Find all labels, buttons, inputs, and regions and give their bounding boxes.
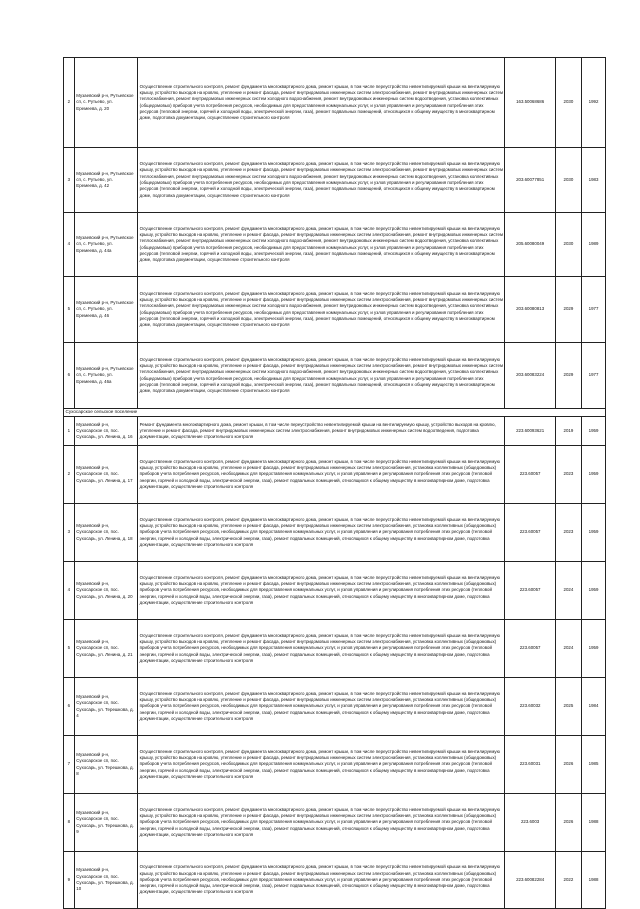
table-row [64,417,606,446]
planned-year-cell: 2023 [555,446,581,504]
planned-year-cell: 2030 [555,58,581,148]
planned-year-cell: 2024 [555,620,581,678]
built-year-cell: 1959 [582,620,606,678]
works-cell: Осуществление строительного контроля, ремонт фундамента многоквартирного дома, ремонт крыши, в том числе переустройство невентилируемой крыши на вентилируемую крышу, устройство выходов на кровлю, утепление и ремонт фасада, ремонт внутридомовых инженерных систем электроснабжения, ремонт внутридомовых инженерных систем теплоснабжения, ремонт внутридомовых инженерных систем холодного водоснабжения, ремонт внутридомовых инженерных систем водоотведения, установка коллективных (общедомовых) приборов учета потребления ресурсов, необходимых для предоставления коммунальных услуг, и узлов управления и регулирования потребления этих ресурсов (тепловой энергии, горячей и холодной воды, электрической энергии, газа), ремонт подвальных помещений, относящихся к общему имуществу в многоквартирном доме, подготовка документации, осуществление строительного контроля [138,213,505,277]
cost-cell: 205.60080049 [505,213,555,277]
built-year-cell: 1989 [582,213,606,277]
address-cell: Музаевский р-н, Сухосарское сп, пос. Сухосарь, ул. Ленина, д. 18 [74,504,137,562]
cost-cell: 203.60083224 [505,343,555,409]
built-year-cell: 1959 [582,417,606,446]
cost-cell: 223.60031 [505,736,555,794]
table-row [64,678,606,736]
document-page [63,57,606,909]
row-number: 5 [64,277,75,343]
works-cell: Осуществление строительного контроля, ремонт фундамента многоквартирного дома, ремонт крыши, в том числе переустройство невентилируемой крыши на вентилируемую крышу, устройство выходов на кровлю, утепление и ремонт фасада, ремонт внутридомовых инженерных систем электроснабжения, ремонт внутридомовых инженерных систем теплоснабжения, ремонт внутридомовых инженерных систем холодного водоснабжения, ремонт внутридомовых инженерных систем водоотведения, установка коллективных (общедомовых) приборов учета потребления ресурсов, необходимых для предоставления коммунальных услуг, и узлов управления и регулирования потребления этих ресурсов (тепловой энергии, горячей и холодной воды, электрической энергии, газа), ремонт подвальных помещений, относящихся к общему имуществу в многоквартирном доме, подготовка документации, осуществление строительного контроля [138,148,505,213]
cost-cell: 223.60032 [505,678,555,736]
row-number: 6 [64,343,75,409]
row-number: 3 [64,504,75,562]
address-cell: Музаевский р-н, Сухосарское сп, пос. Сухосарь, ул. Терешкова, д. 10 [74,852,137,909]
cost-cell: 223.60057 [505,504,555,562]
works-cell: Осуществление строительного контроля, ремонт фундамента многоквартирного дома, ремонт крыши, в том числе переустройство невентилируемой крыши на вентилируемую крышу, устройство выходов на кровлю, утепление и ремонт фасада, ремонт внутридомовых инженерных систем электроснабжения, установка коллективных (общедомовых) приборов учета потребления ресурсов, необходимых для предоставления коммунальных услуг, и узлов управления и регулирования потребления этих ресурсов (тепловой энергии, горячей и холодной воды, электрической энергии, газа), ремонт подвальных помещений, относящихся к общему имуществу в многоквартирном доме, подготовка документации, осуществление строительного контроля [138,504,505,562]
built-year-cell: 1992 [582,58,606,148]
built-year-cell: 1985 [582,736,606,794]
address-cell: Музаевский р-н, Сухосарское сп, пос. Сухосарь, ул. Терешкова, д. 4 [74,678,137,736]
table-row [64,277,606,343]
address-cell: Музаевский р-н, Рутьевское сп, с. Рутьево, ул. Еремеева, д. 20 [74,58,137,148]
table-row [64,148,606,213]
address-cell: Музаевский р-н, Сухосарское сп, пос. Сухосарь, ул. Ленина, д. 21 [74,620,137,678]
works-cell: Осуществление строительного контроля, ремонт фундамента многоквартирного дома, ремонт крыши, в том числе переустройство невентилируемой крыши на вентилируемую крышу, устройство выходов на кровлю, утепление и ремонт фасада, ремонт внутридомовых инженерных систем электроснабжения, установка коллективных (общедомовых) приборов учета потребления ресурсов, необходимых для предоставления коммунальных услуг, и узлов управления и регулирования потребления этих ресурсов (тепловой энергии, горячей и холодной воды, электрической энергии, газа), ремонт подвальных помещений, относящихся к общему имуществу в многоквартирном доме, подготовка документации, осуществление строительного контроля [138,736,505,794]
address-cell: Музаевский р-н, Сухосарское сп, пос. Сухосарь, ул. Терешкова, д. 8 [74,736,137,794]
works-cell: Осуществление строительного контроля, ремонт фундамента многоквартирного дома, ремонт крыши, в том числе переустройство невентилируемой крыши на вентилируемую крышу, устройство выходов на кровлю, утепление и ремонт фасада, ремонт внутридомовых инженерных систем электроснабжения, установка коллективных (общедомовых) приборов учета потребления ресурсов, необходимых для предоставления коммунальных услуг, и узлов управления и регулирования потребления этих ресурсов (тепловой энергии, горячей и холодной воды, электрической энергии, газа), ремонт подвальных помещений, относящихся к общему имуществу в многоквартирном доме, подготовка документации, осуществление строительного контроля [138,678,505,736]
planned-year-cell: 2025 [555,678,581,736]
works-cell: Осуществление строительного контроля, ремонт фундамента многоквартирного дома, ремонт крыши, в том числе переустройство невентилируемой крыши на вентилируемую крышу, устройство выходов на кровлю, утепление и ремонт фасада, ремонт внутридомовых инженерных систем электроснабжения, установка коллективных (общедомовых) приборов учета потребления ресурсов, необходимых для предоставления коммунальных услуг, и узлов управления и регулирования потребления этих ресурсов (тепловой энергии, горячей и холодной воды, электрической энергии, газа), ремонт подвальных помещений, относящихся к общему имуществу в многоквартирном доме, подготовка документации, осуществление строительного контроля [138,562,505,620]
planned-year-cell: 2026 [555,794,581,852]
table-row [64,213,606,277]
built-year-cell: 1988 [582,852,606,909]
planned-year-cell: 2023 [555,504,581,562]
built-year-cell: 1988 [582,794,606,852]
row-number: 2 [64,446,75,504]
works-cell: Осуществление строительного контроля, ремонт фундамента многоквартирного дома, ремонт крыши, в том числе переустройство невентилируемой крыши на вентилируемую крышу, устройство выходов на кровлю, утепление и ремонт фасада, ремонт внутридомовых инженерных систем электроснабжения, установка коллективных (общедомовых) приборов учета потребления ресурсов, необходимых для предоставления коммунальных услуг, и узлов управления и регулирования потребления этих ресурсов (тепловой энергии, горячей и холодной воды, электрической энергии, газа), ремонт подвальных помещений, относящихся к общему имуществу в многоквартирном доме, подготовка документации, осуществление строительного контроля [138,794,505,852]
row-number: 5 [64,620,75,678]
built-year-cell: 1977 [582,277,606,343]
planned-year-cell: 2022 [555,852,581,909]
built-year-cell: 1959 [582,446,606,504]
works-cell: Осуществление строительного контроля, ремонт фундамента многоквартирного дома, ремонт крыши, в том числе переустройство невентилируемой крыши на вентилируемую крышу, устройство выходов на кровлю, утепление и ремонт фасада, ремонт внутридомовых инженерных систем электроснабжения, установка коллективных (общедомовых) приборов учета потребления ресурсов, необходимых для предоставления коммунальных услуг, и узлов управления и регулирования потребления этих ресурсов (тепловой энергии, горячей и холодной воды, электрической энергии, газа), ремонт подвальных помещений, относящихся к общему имуществу в многоквартирном доме, подготовка документации, осуществление строительного контроля [138,446,505,504]
cost-cell: 203.60077851 [505,148,555,213]
planned-year-cell: 2024 [555,562,581,620]
planned-year-cell: 2029 [555,277,581,343]
row-number: 9 [64,852,75,909]
cost-cell: 223.60057 [505,562,555,620]
address-cell: Музаевский р-н, Сухосарское сп, пос. Сухосарь, ул. Ленина, д. 20 [74,562,137,620]
row-number: 3 [64,148,75,213]
address-cell: Музаевский р-н, Рутьевское сп, с. Рутьево, ул. Еремеева, д. 42 [74,148,137,213]
planned-year-cell: 2019 [555,417,581,446]
table-row [64,58,606,148]
works-cell: Осуществление строительного контроля, ремонт фундамента многоквартирного дома, ремонт крыши, в том числе переустройство невентилируемой крыши на вентилируемую крышу, устройство выходов на кровлю, утепление и ремонт фасада, ремонт внутридомовых инженерных систем электроснабжения, ремонт внутридомовых инженерных систем теплоснабжения, ремонт внутридомовых инженерных систем холодного водоснабжения, ремонт внутридомовых инженерных систем водоотведения, установка коллективных (общедомовых) приборов учета потребления ресурсов, необходимых для предоставления коммунальных услуг, и узлов управления и регулирования потребления этих ресурсов (тепловой энергии, горячей и холодной воды, электрической энергии, газа), ремонт подвальных помещений, относящихся к общему имуществу в многоквартирном доме, подготовка документации, осуществление строительного контроля [138,58,505,148]
table-row [64,620,606,678]
row-number: 6 [64,678,75,736]
section-row [64,409,606,417]
cost-cell: 223.60057 [505,620,555,678]
built-year-cell: 1977 [582,343,606,409]
address-cell: Музаевский р-н, Рутьевское сп, с. Рутьево, ул. Еремеева, д. 44а [74,213,137,277]
cost-cell: 223.60082284 [505,852,555,909]
table-row [64,794,606,852]
table-row [64,736,606,794]
address-cell: Музаевский р-н, Сухосарское сп, пос. Сухосарь, ул. Терешкова, д. 9 [74,794,137,852]
row-number: 8 [64,794,75,852]
table-row [64,504,606,562]
table-row [64,446,606,504]
planned-year-cell: 2030 [555,148,581,213]
row-number: 1 [64,417,75,446]
row-number: 2 [64,58,75,148]
works-cell: Осуществление строительного контроля, ремонт фундамента многоквартирного дома, ремонт крыши, в том числе переустройство невентилируемой крыши на вентилируемую крышу, устройство выходов на кровлю, утепление и ремонт фасада, ремонт внутридомовых инженерных систем электроснабжения, установка коллективных (общедомовых) приборов учета потребления ресурсов, необходимых для предоставления коммунальных услуг, и узлов управления и регулирования потребления этих ресурсов (тепловой энергии, горячей и холодной воды, электрической энергии, газа), ремонт подвальных помещений, относящихся к общему имуществу в многоквартирном доме, подготовка документации, осуществление строительного контроля [138,852,505,909]
built-year-cell: 1984 [582,678,606,736]
row-number: 4 [64,562,75,620]
built-year-cell: 1959 [582,562,606,620]
works-cell: Ремонт фундамента многоквартирного дома, ремонт крыши, в том числе переустройство невентилируемой крыши на вентилируемую крышу, устройство выходов на кровлю, утепление и ремонт фасада, ремонт внутридомовых инженерных систем электроснабжения, ремонт внутридомовых инженерных систем водоотведения, подготовка документации, осуществление строительного контроля [138,417,505,446]
table-row [64,343,606,409]
cost-cell: 223.6003 [505,794,555,852]
table-row [64,562,606,620]
address-cell: Музаевский р-н, Сухосарское сп, пос. Сухосарь, ул. Ленина, д. 17 [74,446,137,504]
row-number: 7 [64,736,75,794]
address-cell: Музаевский р-н, Сухосарское сп, пос. Сухосарь, ул. Ленина, д. 16 [74,417,137,446]
planned-year-cell: 2030 [555,213,581,277]
works-cell: Осуществление строительного контроля, ремонт фундамента многоквартирного дома, ремонт крыши, в том числе переустройство невентилируемой крыши на вентилируемую крышу, устройство выходов на кровлю, утепление и ремонт фасада, ремонт внутридомовых инженерных систем электроснабжения, ремонт внутридомовых инженерных систем теплоснабжения, ремонт внутридомовых инженерных систем холодного водоснабжения, ремонт внутридомовых инженерных систем водоотведения, установка коллективных (общедомовых) приборов учета потребления ресурсов, необходимых для предоставления коммунальных услуг, и узлов управления и регулирования потребления этих ресурсов (тепловой энергии, горячей и холодной воды, электрической энергии, газа), ремонт подвальных помещений, относящихся к общему имуществу в многоквартирном доме, подготовка документации, осуществление строительного контроля [138,343,505,409]
works-cell: Осуществление строительного контроля, ремонт фундамента многоквартирного дома, ремонт крыши, в том числе переустройство невентилируемой крыши на вентилируемую крышу, устройство выходов на кровлю, утепление и ремонт фасада, ремонт внутридомовых инженерных систем электроснабжения, установка коллективных (общедомовых) приборов учета потребления ресурсов, необходимых для предоставления коммунальных услуг, и узлов управления и регулирования потребления этих ресурсов (тепловой энергии, горячей и холодной воды, электрической энергии, газа), ремонт подвальных помещений, относящихся к общему имуществу в многоквартирном доме, подготовка документации, осуществление строительного контроля [138,620,505,678]
built-year-cell: 1983 [582,148,606,213]
cost-cell: 163.50068686 [505,58,555,148]
built-year-cell: 1959 [582,504,606,562]
works-cell: Осуществление строительного контроля, ремонт фундамента многоквартирного дома, ремонт крыши, в том числе переустройство невентилируемой крыши на вентилируемую крышу, устройство выходов на кровлю, утепление и ремонт фасада, ремонт внутридомовых инженерных систем электроснабжения, ремонт внутридомовых инженерных систем теплоснабжения, ремонт внутридомовых инженерных систем холодного водоснабжения, ремонт внутридомовых инженерных систем водоотведения, установка коллективных (общедомовых) приборов учета потребления ресурсов, необходимых для предоставления коммунальных услуг, и узлов управления и регулирования потребления этих ресурсов (тепловой энергии, горячей и холодной воды, электрической энергии, газа), ремонт подвальных помещений, относящихся к общему имуществу в многоквартирном доме, подготовка документации, осуществление строительного контроля [138,277,505,343]
address-cell: Музаевский р-н, Рутьевское сп, с. Рутьево, ул. Еремеева, д. 46 [74,277,137,343]
planned-year-cell: 2029 [555,343,581,409]
table-row [64,852,606,909]
planned-year-cell: 2026 [555,736,581,794]
cost-cell: 223.60093621 [505,417,555,446]
row-number: 4 [64,213,75,277]
cost-cell: 203.60080813 [505,277,555,343]
address-cell: Музаевский р-н, Рутьевское сп, с. Рутьево, ул. Еремеева, д. 46а [74,343,137,409]
section-title: Сухосарское сельское поселение [64,409,606,417]
repair-program-table [63,57,606,909]
cost-cell: 223.60057 [505,446,555,504]
